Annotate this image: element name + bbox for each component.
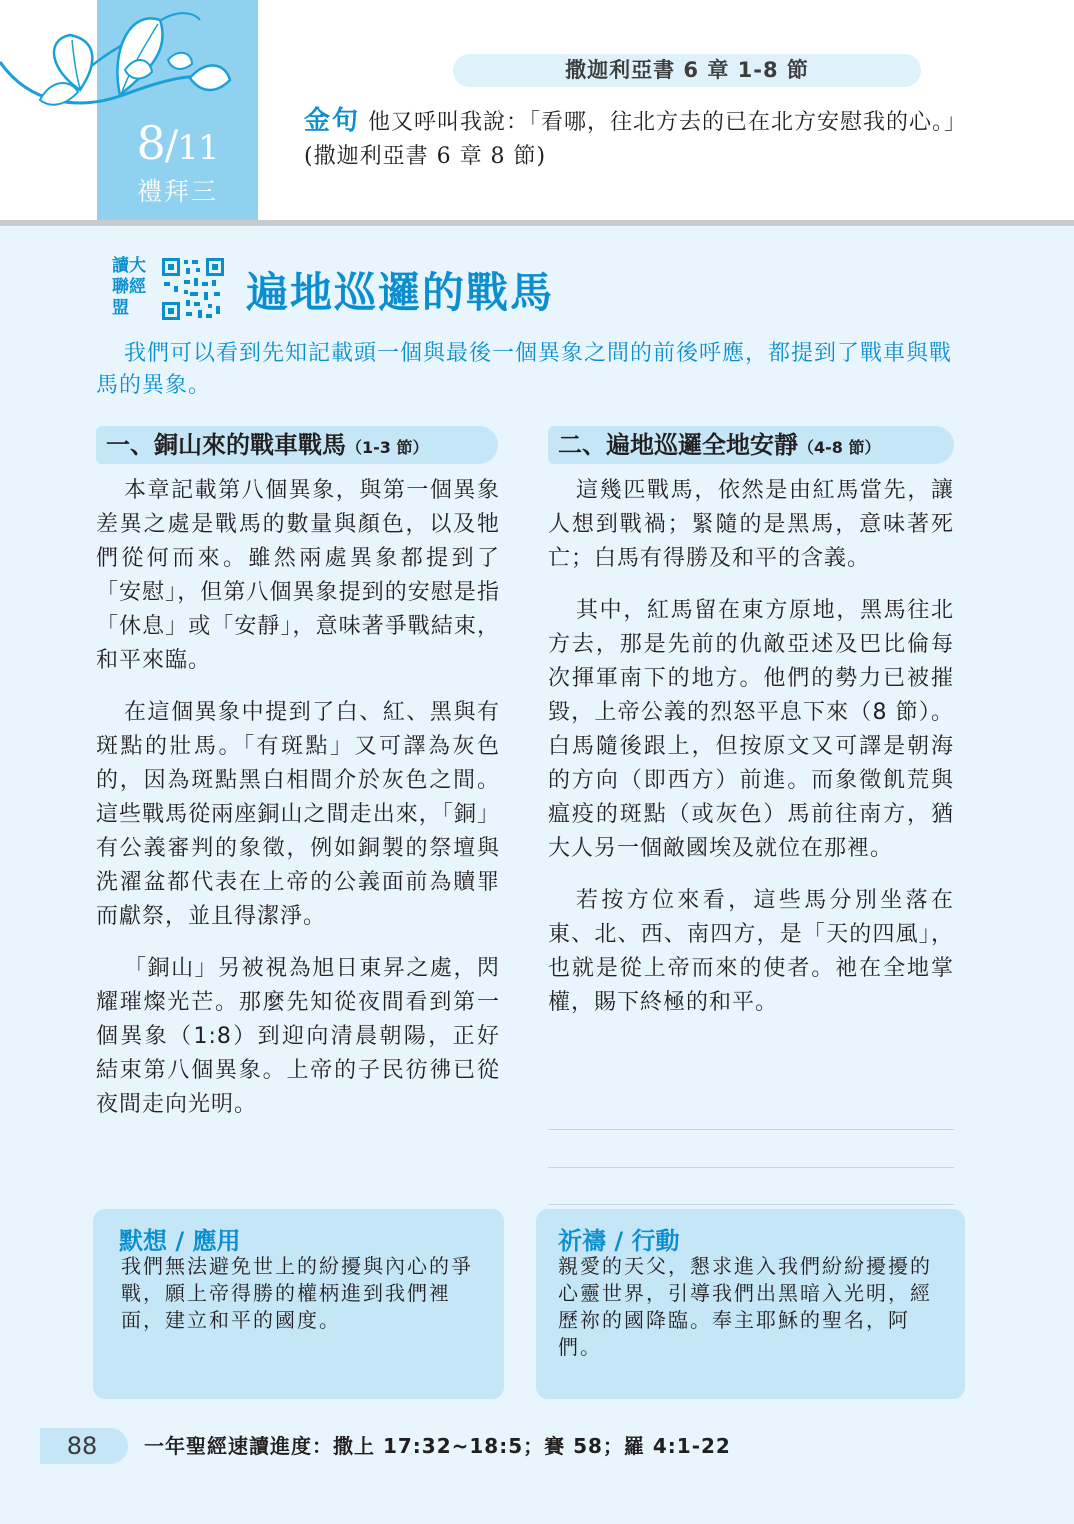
section-2-heading <box>548 426 954 464</box>
scripture-reference: 撒迦利亞書 6 章 1-8 節 <box>565 58 809 82</box>
section-2-paragraph: 其中，紅馬留在東方原地，黑馬往北方去，那是先前的仇敵亞述及巴比倫每次揮軍南下的地方。他們的勢力已被摧毀，上帝公義的烈怒平息下來（8 節）。白馬隨後跟上，但按原文又可譯是朝海的方向（即西方）前進。而象徵飢荒與瘟疫的斑點（或灰色）馬前往南方，猶大人另一個敵國埃及就位在那裡。 <box>548 598 954 861</box>
floral-ornament-icon <box>0 0 260 130</box>
reading-progress: 一年聖經速讀進度：撒上 17:32~18:5；賽 58；羅 4:1-22 <box>144 1434 731 1458</box>
section-1-paragraph: 「銅山」另被視為旭日東昇之處，閃耀璀燦光芒。那麼先知從夜間看到第一個異象（1:8）到迎向清晨朝陽，正好結束第八個異象。上帝的子民彷彿已從夜間走向光明。 <box>96 956 500 1117</box>
key-verse-text: 他又呼叫我說：「看哪，往北方去的已在北方安慰我的心。」(撒迦利亞書 6 章 8 節) <box>304 110 957 169</box>
note-line <box>548 1129 954 1130</box>
section-2-paragraph: 若按方位來看，這些馬分別坐落在東、北、西、南四方，是「天的四風」，也就是從上帝而來的使者。祂在全地掌權，賜下終極的和平。 <box>548 888 954 1015</box>
key-verse-label: 金句 <box>304 106 361 136</box>
section-1-label: 一、銅山來的戰車戰馬 <box>106 431 346 459</box>
section-1-paragraph: 在這個異象中提到了白、紅、黑與有斑點的壯馬。「有斑點」又可譯為灰色的，因為斑點黑白相間介於灰色之間。這些戰馬從兩座銅山之間走出來，「銅」有公義審判的象徵，例如銅製的祭壇與洗濯盆都代表在上帝的公義面前為贖罪而獻祭，並且得潔淨。 <box>96 700 500 929</box>
section-2-paragraph: 這幾匹戰馬，依然是由紅馬當先，讓人想到戰禍；緊隨的是黑馬，意味著死亡；白馬有得勝及和平的含義。 <box>548 478 954 571</box>
note-line <box>548 1204 954 1205</box>
qr-caption: 讀大聯經盟 <box>112 256 146 318</box>
intro-text: 我們可以看到先知記載頭一個與最後一個異象之間的前後呼應，都提到了戰車與戰馬的異象。 <box>96 341 953 398</box>
qr-code-icon[interactable] <box>160 256 226 322</box>
prayer-text: 親愛的天父，懇求進入我們紛紛擾擾的心靈世界，引導我們出黑暗入光明，經歷祢的國降臨。奉主耶穌的聖名，阿們。 <box>558 1254 932 1359</box>
meditation-title: 默想 / 應用 <box>119 1227 241 1255</box>
section-2-ref: （4-8 節） <box>798 438 881 457</box>
date-number: 8/11 <box>136 116 219 170</box>
key-verse <box>304 104 964 174</box>
section-2-label: 二、遍地巡邏全地安靜 <box>558 431 798 459</box>
note-line <box>548 1167 954 1168</box>
meditation-text: 我們無法避免世上的紛擾與內心的爭戰，願上帝得勝的權柄進到我們裡面，建立和平的國度。 <box>121 1254 473 1332</box>
page-number: 88 <box>66 1432 98 1460</box>
section-1-paragraph: 本章記載第八個異象，與第一個異象差異之處是戰馬的數量與顏色，以及牠們從何而來。雖然兩處異象都提到了「安慰」，但第八個異象提到的安慰是指「休息」或「安靜」，意味著爭戰結束，和平來臨。 <box>96 478 500 673</box>
section-1-ref: （1-3 節） <box>346 438 429 457</box>
weekday: 禮拜三 <box>136 177 218 206</box>
section-1-heading <box>96 426 498 464</box>
section-1-body <box>96 474 500 1140</box>
section-2-body <box>548 474 954 1038</box>
prayer-box <box>536 1209 965 1399</box>
prayer-title: 祈禱 / 行動 <box>558 1227 680 1255</box>
meditation-box <box>93 1209 504 1399</box>
page-title: 遍地巡邏的戰馬 <box>246 268 555 317</box>
